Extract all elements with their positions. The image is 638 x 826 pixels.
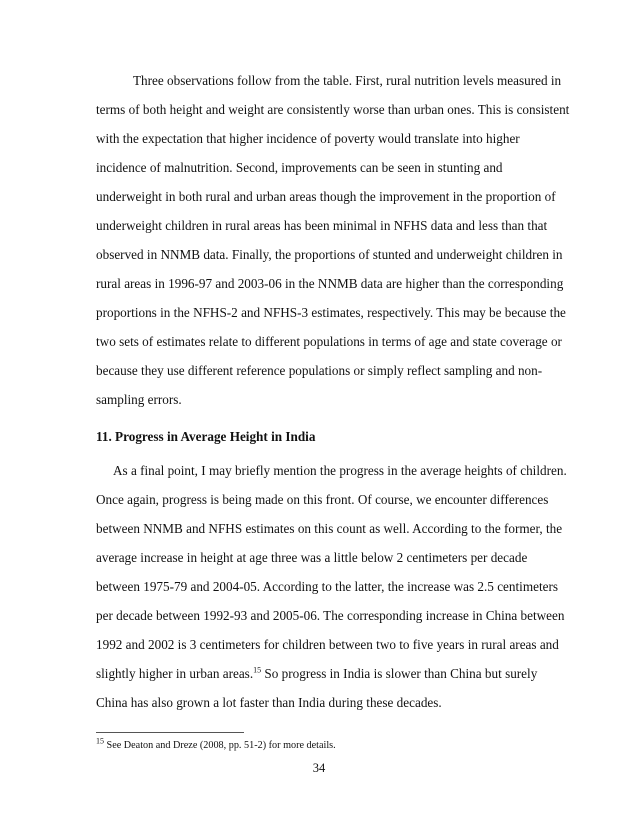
paragraph2-text: slightly higher in urban areas. (96, 666, 254, 681)
paragraph2-line: 1992 and 2002 is 3 centimeters for children between two to five years in rural areas and (96, 637, 559, 652)
section-heading: 11. Progress in Average Height in India (96, 429, 316, 444)
paragraph1-line: with the expectation that higher incidence of poverty would translate into higher (96, 131, 520, 146)
paragraph2-line: between 1975-79 and 2004-05. According to the latter, the increase was 2.5 centimeters (96, 579, 558, 594)
paragraph2-line: per decade between 1992-93 and 2005-06. The corresponding increase in China between (96, 608, 565, 623)
footnote-reference-mark[interactable]: 15 (253, 665, 262, 675)
paragraph1-line: rural areas in 1996-97 and 2003-06 in the NNMB data are higher than the corresponding (96, 276, 564, 291)
paragraph2-line: Once again, progress is being made on this front. Of course, we encounter differences (96, 492, 549, 507)
paragraph1-line: underweight children in rural areas has been minimal in NFHS data and less than that (96, 218, 548, 233)
footnote-separator (96, 732, 244, 733)
paragraph1-line: incidence of malnutrition. Second, improvements can be seen in stunting and (96, 160, 503, 175)
paragraph1-line: terms of both height and weight are consistently worse than urban ones. This is consistent (96, 102, 570, 117)
paragraph1-line: Three observations follow from the table. First, rural nutrition levels measured in (133, 73, 562, 88)
paragraph1-line: sampling errors. (96, 392, 182, 407)
footnote-mark: 15 (96, 736, 104, 746)
paragraph1-line: underweight in both rural and urban areas though the improvement in the proportion of (96, 189, 556, 204)
paragraph1-line: proportions in the NFHS-2 and NFHS-3 estimates, respectively. This may be because the (96, 305, 566, 320)
paragraph2-text: So progress in India is slower than China but surely (261, 666, 538, 681)
paragraph2-line: between NNMB and NFHS estimates on this count as well. According to the former, the (96, 521, 563, 536)
paragraph1-line: because they use different reference populations or simply reflect sampling and non- (96, 363, 543, 378)
paragraph2-line: China has also grown a lot faster than India during these decades. (96, 695, 442, 710)
paragraph2-line-with-footnote (96, 666, 537, 682)
footnote (96, 736, 336, 752)
page-number: 34 (312, 761, 326, 775)
paragraph1-line: observed in NNMB data. Finally, the proportions of stunted and underweight children in (96, 247, 563, 262)
paragraph2-line: As a final point, I may briefly mention the progress in the average heights of children. (113, 463, 567, 478)
paragraph2-line: average increase in height at age three was a little below 2 centimeters per decade (96, 550, 528, 565)
footnote-text: See Deaton and Dreze (2008, pp. 51-2) for more details. (104, 740, 336, 751)
paragraph1-line: two sets of estimates relate to different populations in terms of age and state coverage or (96, 334, 562, 349)
